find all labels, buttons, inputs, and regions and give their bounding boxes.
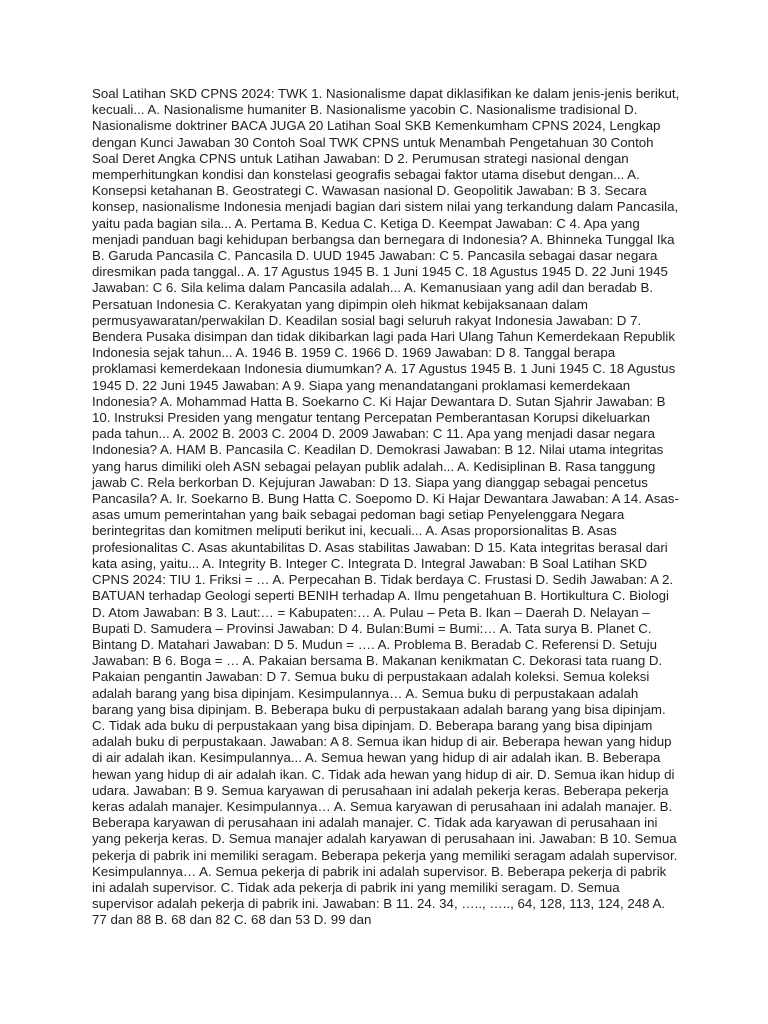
document-body-text: Soal Latihan SKD CPNS 2024: TWK 1. Nasionalisme dapat diklasifikan ke dalam jenis-jenis berikut, kecuali... A. Nasionalisme humaniter B. Nasionalisme yacobin C. Nasionalisme tradisional D. Nasionalisme doktriner BACA JUGA 20 Latihan Soal SKB Kemenkumham CPNS 2024, Lengkap dengan Kunci Jawaban 30 Contoh Soal TWK CPNS untuk Menambah Pengetahuan 30 Contoh Soal Deret Angka CPNS untuk Latihan Jawaban: D 2. Perumusan strategi nasional dengan memperhitungkan kondisi dan konstelasi geografis sebagai faktor utama disebut dengan... A. Konsepsi ketahanan B. Geostrategi C. Wawasan nasional D. Geopolitik Jawaban: B 3. Secara konsep, nasionalisme Indonesia menjadi bagian dari sistem nilai yang terkandung dalam Pancasila, yaitu pada bagian sila... A. Pertama B. Kedua C. Ketiga D. Keempat Jawaban: C 4. Apa yang menjadi panduan bagi kehidupan berbangsa dan bernegara di Indonesia? A. Bhinneka Tunggal Ika B. Garuda Pancasila C. Pancasila D. UUD 1945 Jawaban: C 5. Pancasila sebagai dasar negara diresmikan pada tanggal.. A. 17 Agustus 1945 B. 1 Juni 1945 C. 18 Agustus 1945 D. 22 Juni 1945 Jawaban: C 6. Sila kelima dalam Pancasila adalah... A. Kemanusiaan yang adil dan beradab B. Persatuan Indonesia C. Kerakyatan yang dipimpin oleh hikmat kebijaksanaan dalam permusyawaratan/perwakilan D. Keadilan sosial bagi seluruh rakyat Indonesia Jawaban: D 7. Bendera Pusaka disimpan dan tidak dikibarkan lagi pada Hari Ulang Tahun Kemerdekaan Republik Indonesia sejak tahun... A. 1946 B. 1959 C. 1966 D. 1969 Jawaban: D 8. Tanggal berapa proklamasi kemerdekaan Indonesia diumumkan? A. 17 Agustus 1945 B. 1 Juni 1945 C. 18 Agustus 1945 D. 22 Juni 1945 Jawaban: A 9. Siapa yang menandatangani proklamasi kemerdekaan Indonesia? A. Mohammad Hatta B. Soekarno C. Ki Hajar Dewantara D. Sutan Sjahrir Jawaban: B 10. Instruksi Presiden yang mengatur tentang Percepatan Pemberantasan Korupsi dikeluarkan pada tahun... A. 2002 B. 2003 C. 2004 D. 2009 Jawaban: C 11. Apa yang menjadi dasar negara Indonesia? A. HAM B. Pancasila C. Keadilan D. Demokrasi Jawaban: B 12. Nilai utama integritas yang harus dimiliki oleh ASN sebagai pelayan publik adalah... A. Kedisiplinan B. Rasa tanggung jawab C. Rela berkorban D. Kejujuran Jawaban: D 13. Siapa yang dianggap sebagai pencetus Pancasila? A. Ir. Soekarno B. Bung Hatta C. Soepomo D. Ki Hajar Dewantara Jawaban: A 14. Asas-asas umum pemerintahan yang baik sebagai pedoman bagi setiap Penyelenggara Negara berintegritas dan komitmen meliputi berikut ini, kecuali... A. Asas proporsionalitas B. Asas profesionalitas C. Asas akuntabilitas D. Asas stabilitas Jawaban: D 15. Kata integritas berasal dari kata asing, yaitu... A. Integrity B. Integer C. Integrata D. Integral Jawaban: B Soal Latihan SKD CPNS 2024: TIU 1. Friksi = … A. Perpecahan B. Tidak berdaya C. Frustasi D. Sedih Jawaban: A 2. BATUAN terhadap Geologi seperti BENIH terhadap A. Ilmu pengetahuan B. Hortikultura C. Biologi D. Atom Jawaban: B 3. Laut:… = Kabupaten:… A. Pulau – Peta B. Ikan – Daerah D. Nelayan – Bupati D. Samudera – Provinsi Jawaban: D 4. Bulan:Bumi = Bumi:… A. Tata surya B. Planet C. Bintang D. Matahari Jawaban: D 5. Mudun = …. A. Problema B. Beradab C. Referensi D. Setuju Jawaban: B 6. Boga = … A. Pakaian bersama B. Makanan kenikmatan C. Dekorasi tata ruang D. Pakaian pengantin Jawaban: D 7. Semua buku di perpustakaan adalah koleksi. Semua koleksi adalah barang yang bisa dipinjam. Kesimpulannya… A. Semua buku di perpustakaan adalah barang yang bisa dipinjam. B. Beberapa buku di perpustakaan adalah barang yang bisa dipinjam. C. Tidak ada buku di perpustakaan yang bisa dipinjam. D. Beberapa barang yang bisa dipinjam adalah buku di perpustakaan. Jawaban: A 8. Semua ikan hidup di air. Beberapa hewan yang hidup di air adalah ikan. Kesimpulannya... A. Semua hewan yang hidup di air adalah ikan. B. Beberapa hewan yang hidup di air adalah ikan. C. Tidak ada hewan yang hidup di air. D. Semua ikan hidup di udara. Jawaban: B 9. Semua karyawan di perusahaan ini adalah pekerja keras. Beberapa pekerja keras adalah manajer. Kesimpulannya… A. Semua karyawan di perusahaan ini adalah manajer. B. Beberapa karyawan di perusahaan ini adalah manajer. C. Tidak ada karyawan di perusahaan ini yang pekerja keras. D. Semua manajer adalah karyawan di perusahaan ini. Jawaban: B 10. Semua pekerja di pabrik ini memiliki seragam. Beberapa pekerja yang memiliki seragam adalah supervisor. Kesimpulannya… A. Semua pekerja di pabrik ini adalah supervisor. B. Beberapa pekerja di pabrik ini adalah supervisor. C. Tidak ada pekerja di pabrik ini yang memiliki seragam. D. Semua supervisor adalah pekerja di pabrik ini. Jawaban: B 11. 24. 34, ….., ….., 64, 128, 113, 124, 248 A. 77 dan 88 B. 68 dan 82 C. 68 dan 53 D. 99 dan (92, 86, 680, 928)
